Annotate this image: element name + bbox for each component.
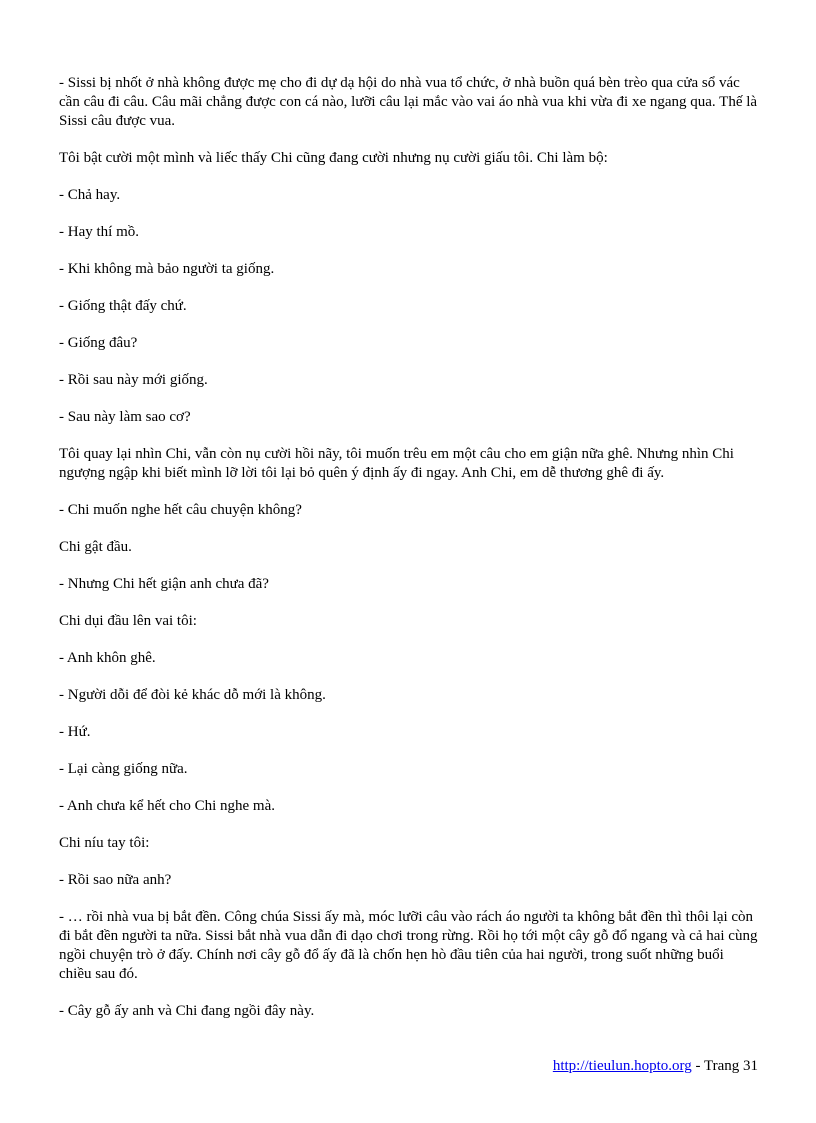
paragraph: Chi níu tay tôi: [59, 835, 150, 851]
paragraph: - … rồi nhà vua bị bắt đền. Công chúa Sissi ấy mà, móc lưỡi câu vào rách áo người ta không bắt đền thì thôi lại còn đi bắt đền người ta nữa. Sissi bắt nhà vua dẫn đi dạo chơi trong rừng. Rồi họ tới một cây gỗ đổ ngang và cả hai cùng ngồi chuyện trò ở đấy. Chính nơi cây gỗ đổ ấy đã là chốn hẹn hò đầu tiên của hai người, trong suốt những buổi chiều sau đó. [59, 909, 758, 982]
paragraph: - Chả hay. [59, 187, 121, 203]
footer-link[interactable]: http://tieulun.hopto.org [552, 1058, 692, 1074]
paragraph: - Anh chưa kể hết cho Chi nghe mà. [59, 798, 275, 814]
paragraph: - Khi không mà bảo người ta giống. [59, 261, 275, 277]
paragraph: Chi gật đầu. [59, 539, 132, 555]
paragraph: Tôi bật cười một mình và liếc thấy Chi cũng đang cười nhưng nụ cười giấu tôi. Chi làm bộ: [59, 150, 608, 166]
paragraph: - Sau này làm sao cơ? [59, 409, 191, 425]
paragraph: - Rồi sau này mới giống. [59, 372, 208, 388]
paragraph: - Nhưng Chi hết giận anh chưa đã? [59, 576, 269, 592]
document-body [59, 74, 759, 1039]
paragraph: - Lại càng giống nữa. [59, 761, 188, 777]
paragraph: - Chi muốn nghe hết câu chuyện không? [59, 502, 302, 518]
paragraph: - Hứ. [59, 724, 91, 740]
paragraph: - Giống đâu? [59, 335, 138, 351]
paragraph: - Rồi sao nữa anh? [59, 872, 172, 888]
page-number: Trang 31 [703, 1058, 758, 1074]
paragraph: - Người dỗi để đòi kẻ khác dỗ mới là không. [59, 687, 326, 703]
paragraph: - Giống thật đấy chứ. [59, 298, 187, 314]
paragraph: Chi dụi đầu lên vai tôi: [59, 613, 197, 629]
paragraph: - Anh khôn ghê. [59, 650, 156, 666]
paragraph: Tôi quay lại nhìn Chi, vẫn còn nụ cười hồi nãy, tôi muốn trêu em một câu cho em giận nữa ghê. Nhưng nhìn Chi ngượng ngập khi biết mình lỡ lời tôi lại bỏ quên ý định ấy đi ngay. Anh Chi, em dễ thương ghê đi ấy. [59, 446, 734, 481]
paragraph: - Hay thí mồ. [59, 224, 139, 240]
paragraph: - Cây gỗ ấy anh và Chi đang ngồi đây này. [59, 1003, 315, 1019]
footer-separator: - [691, 1058, 704, 1074]
page-footer [553, 1057, 758, 1076]
paragraph: - Sissi bị nhốt ở nhà không được mẹ cho đi dự dạ hội do nhà vua tổ chức, ở nhà buồn quá bèn trèo qua cửa sổ vác cần câu đi câu. Câu mãi chẳng được con cá nào, lưỡi câu lại mắc vào vai áo nhà vua khi vừa đi xe ngang qua. Thế là Sissi câu được vua. [59, 75, 758, 129]
